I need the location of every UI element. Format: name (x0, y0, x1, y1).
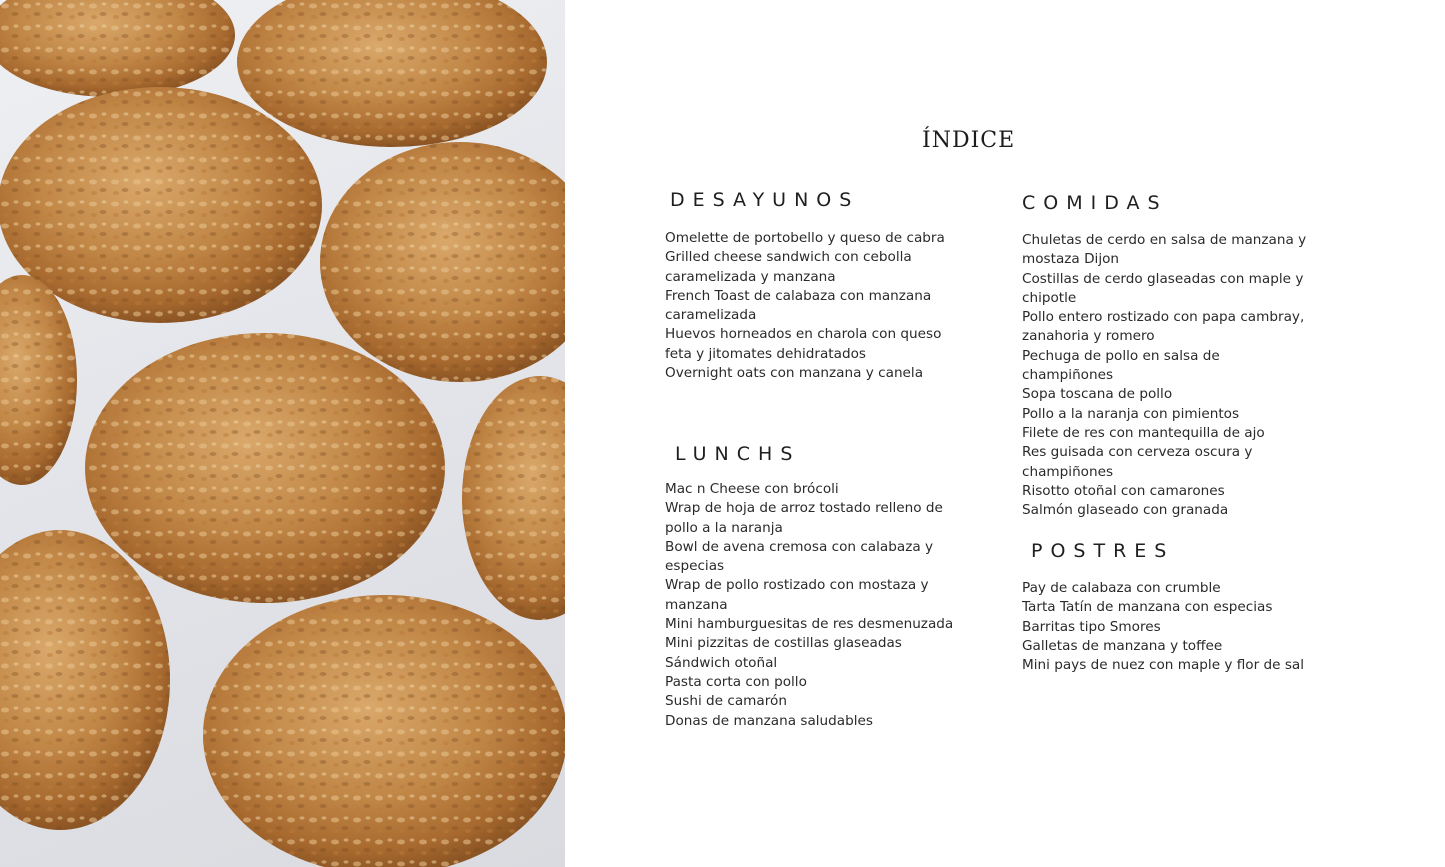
desayunos-heading: DESAYUNOS (670, 189, 860, 211)
lunchs-heading: LUNCHS (675, 443, 801, 465)
list-item: Salmón glaseado con granada (1022, 502, 1229, 519)
list-item: Pasta corta con pollo (665, 673, 807, 690)
list-item: Donas de manzana saludables (665, 712, 873, 729)
list-item: Huevos horneados en charola con queso feta y jitomates dehidratados (665, 326, 942, 362)
oatmeal-cookies-image (0, 0, 565, 867)
list-item: Risotto otoñal con camarones (1022, 482, 1225, 499)
list-item: Pollo entero rostizado con papa cambray, zanahoria y romero (1022, 309, 1305, 345)
list-item: Grilled cheese sandwich con cebolla caramelizada y manzana (665, 249, 912, 285)
list-item: Res guisada con cerveza oscura y champiñones (1022, 444, 1253, 480)
list-item: Pechuga de pollo en salsa de champiñones (1022, 347, 1220, 384)
list-item: Sushi de camarón (665, 693, 787, 710)
lunchs-list (665, 480, 965, 731)
cookies-photo (0, 0, 565, 867)
postres-heading: POSTRES (1031, 540, 1175, 562)
list-item: Mini pizzitas de costillas glaseadas (665, 635, 902, 652)
list-item: Mini pays de nuez con maple y flor de sal (1022, 657, 1305, 674)
list-item: Tarta Tatín de manzana con especias (1022, 599, 1273, 616)
list-item: Overnight oats con manzana y canela (665, 365, 924, 382)
postres-list (1022, 579, 1322, 675)
list-item: Mac n Cheese con brócoli (665, 481, 839, 497)
list-item: Sándwich otoñal (665, 654, 778, 671)
list-item: French Toast de calabaza con manzana caramelizada (665, 287, 932, 324)
list-item: Bowl de avena cremosa con calabaza y especias (665, 538, 934, 575)
list-item: Pollo a la naranja con pimientos (1022, 405, 1240, 422)
list-item: Omelette de portobello y queso de cabra (665, 230, 945, 246)
list-item: Galletas de manzana y toffee (1022, 637, 1223, 654)
list-item: Chuletas de cerdo en salsa de manzana y mostaza Dijon (1022, 232, 1307, 268)
list-item: Wrap de hoja de arroz tostado relleno de pollo a la naranja (665, 500, 943, 536)
list-item: Costillas de cerdo glaseadas con maple y chipotle (1022, 270, 1304, 306)
page-title: ÍNDICE (922, 128, 1016, 153)
list-item: Wrap de pollo rostizado con mostaza y manzana (665, 577, 929, 613)
list-item: Filete de res con mantequilla de ajo (1022, 424, 1265, 441)
list-item: Mini hamburguesitas de res desmenuzada (665, 616, 954, 633)
list-item: Pay de calabaza con crumble (1022, 580, 1221, 596)
comidas-heading: COMIDAS (1022, 192, 1168, 214)
cookie-group (0, 0, 565, 867)
desayunos-list (665, 229, 965, 383)
list-item: Sopa toscana de pollo (1022, 386, 1173, 403)
comidas-list (1022, 231, 1314, 520)
list-item: Barritas tipo Smores (1022, 618, 1161, 635)
